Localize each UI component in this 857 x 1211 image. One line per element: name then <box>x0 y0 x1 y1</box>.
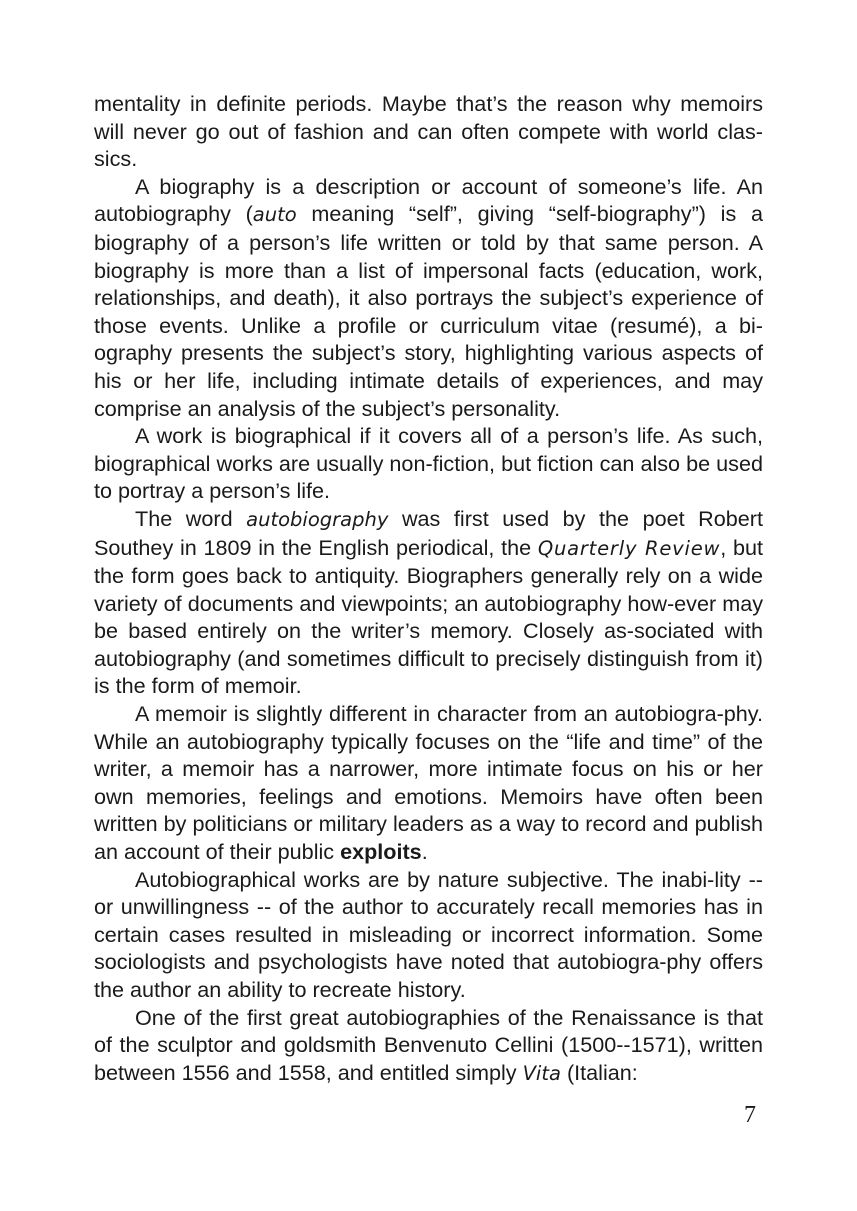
paragraph-7-italic-vita: Vita <box>522 1061 561 1085</box>
paragraph-5-text-a: A memoir is slightly different in character from an autobiogra-phy. While an autobiography typically focuses on the “life and time” of the writer, a memoir has a narrower, more intimate focus on his or her own memories, feelings and emotions. Memoirs have often been written by politicians or military leaders as a way to record and publish an account of their public <box>94 701 763 865</box>
paragraph-5-text-c: . <box>421 839 428 865</box>
paragraph-3-text: A work is biographical if it covers all of a person’s life. As such, biographical works are usually non-fiction, but fiction can also be used to portray a person’s life. <box>94 423 763 504</box>
paragraph-2-italic-auto: auto <box>252 203 297 227</box>
paragraph-4-italic-quarterly-review: Quarterly Review <box>537 536 721 560</box>
paragraph-4-text-c: was first used by the poet Robert Southey in 1809 in the English periodical, the <box>94 505 763 560</box>
page-number: 7 <box>744 1102 756 1128</box>
paragraph-4-text-e: , but the form goes back to antiquity. Biographers generally rely on a wide variety of documents and viewpoints; an autobiography how-ever may be based entirely on the writer’s memory. Closely as-sociated with autobiography (and sometimes difficult to precisely distinguish from it) is the form of memoir. <box>94 534 763 699</box>
paragraph-4-italic-autobiography: autobiography <box>246 507 389 531</box>
paragraph-2 <box>94 173 763 422</box>
paragraph-4-text-a: The word <box>135 505 247 531</box>
paragraph-4 <box>94 505 763 700</box>
paragraph-6 <box>94 866 763 1004</box>
paragraph-3 <box>94 422 763 505</box>
paragraph-7-text-a: One of the first great autobiographies of the Renaissance is that of the sculptor and goldsmith Benvenuto Cellini (1500--1571), written between 1556 and 1558, and entitled simply <box>94 1004 763 1085</box>
paragraph-6-text: Autobiographical works are by nature subjective. The inabi-lity -- or unwillingness -- of the author to accurately recall memories has in certain cases resulted in misleading or incorrect information. Some sociologists and psychologists have noted that autobiogra-phy offers the author an ability to recreate history. <box>94 866 763 1002</box>
paragraph-7 <box>94 1004 763 1088</box>
paragraph-7-text-c: (Italian: <box>560 1059 638 1085</box>
paragraph-5 <box>94 700 763 866</box>
page-body-text <box>94 90 763 1087</box>
paragraph-2-text-c: meaning “self”, giving “self-biography”) is a biography of a person’s life written or told by that same person. A biography is more than a list of impersonal facts (education, work, relationships, and death), it also portrays the subject’s experience of those events. Unlike a profile or curriculum vitae (resumé), a bi-ography presents the subject’s story, highlighting various aspects of his or her life, including intimate details of experiences, and may comprise an analysis of the subject’s personality. <box>94 201 764 421</box>
paragraph-5-bold-exploits: exploits <box>340 839 422 865</box>
paragraph-1-text: mentality in definite periods. Maybe that’s the reason why memoirs will never go out of fashion and can often compete with world clas-sics. <box>94 91 763 172</box>
paragraph-1 <box>94 90 763 173</box>
paragraph-2-text-a: A biography is a description or account of someone’s life. An autobiography ( <box>94 173 763 227</box>
